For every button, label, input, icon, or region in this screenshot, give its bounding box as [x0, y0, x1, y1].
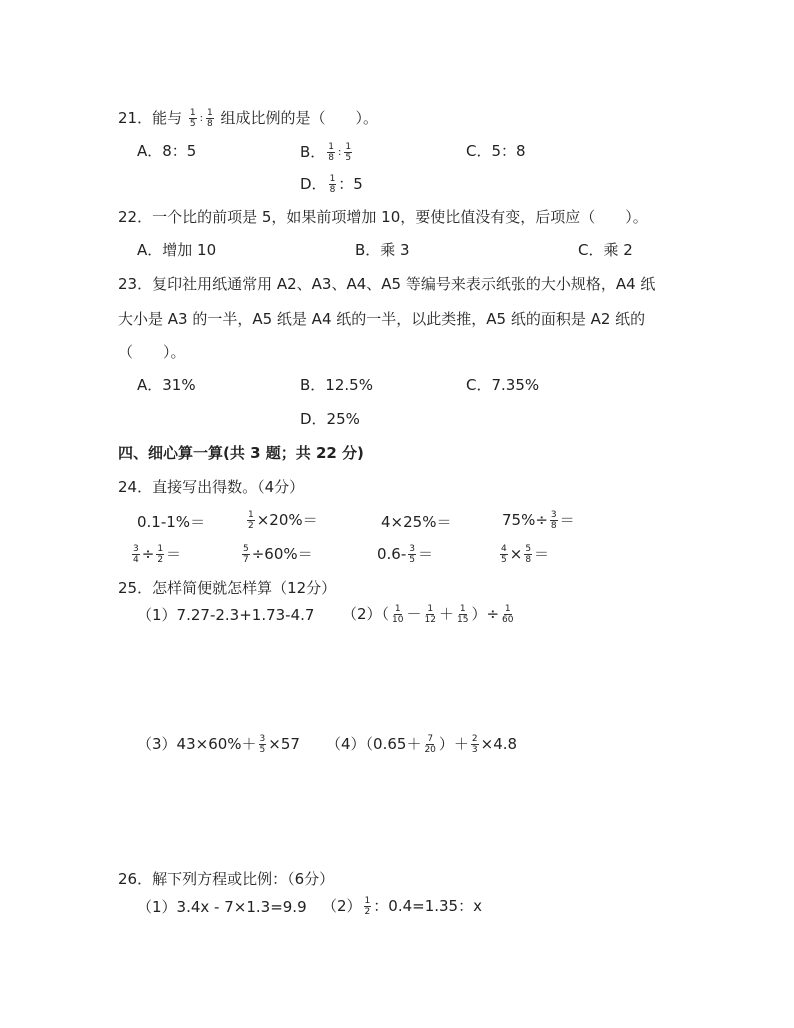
q21-ratio: $\frac{1}{5}$ : $\frac{1}{8}$ [189, 108, 213, 129]
q24-expr-6: $\frac{5}{7}$ ÷60%＝ [243, 544, 313, 565]
q23-line-3: （ ）。 [118, 343, 186, 361]
q24-expr-8: $\frac{4}{5}$ × $\frac{5}{8}$ ＝ [501, 544, 550, 565]
q22-option-b: B．乘 3 [355, 241, 410, 259]
q21-prefix: 21．能与 [118, 109, 183, 127]
q25-problem-3: （3）43×60%＋ $\frac{3}{5}$ ×57 [137, 734, 300, 755]
q26-title: 26．解下列方程或比例：（6分） [118, 870, 335, 888]
q24-expr-5: $\frac{3}{4}$ ÷ $\frac{1}{2}$ ＝ [133, 544, 182, 565]
q21-fraction-a: $\frac{1}{5}$ [189, 108, 196, 129]
q21-option-b: B． $\frac{1}{8}$ : $\frac{1}{5}$ [300, 142, 352, 163]
q22-option-c: C．乘 2 [578, 241, 633, 259]
q23-option-a: A．31% [137, 376, 196, 394]
q21-stem [118, 108, 378, 129]
q23-option-c: C．7.35% [466, 376, 540, 394]
q25-title: 25．怎样简便就怎样算（12分） [118, 579, 337, 597]
q23-line-1: 23．复印社用纸通常用 A2、A3、A4、A5 等编号来表示纸张的大小规格，A4 纸 [118, 275, 656, 293]
q25-problem-2: （2）（ $\frac{1}{10}$ － $\frac{1}{12}$ ＋ $\frac{1}{15}$ ）÷ $\frac{1}{60}$ [342, 604, 514, 625]
q25-problem-4: （4）（0.65＋ $\frac{7}{20}$ ）＋ $\frac{2}{3}$ ×4.8 [326, 734, 518, 755]
q21-option-a: A．8：5 [137, 142, 197, 160]
q24-expr-7: 0.6- $\frac{3}{5}$ ＝ [377, 544, 434, 565]
q24-expr-3: 4×25%＝ [381, 513, 452, 531]
q22-stem: 22．一个比的前项是 5，如果前项增加 10，要使比值没有变，后项应（ ）。 [118, 208, 648, 226]
q23-line-2: 大小是 A3 的一半，A5 纸是 A4 纸的一半，以此类推，A5 纸的面积是 A2 纸的 [118, 310, 646, 328]
q21-suffix: 组成比例的是（ ）。 [220, 109, 379, 127]
q26-problem-2: （2） $\frac{1}{2}$ ：0.4=1.35：x [322, 896, 482, 917]
q24-title: 24．直接写出得数。（4分） [118, 478, 305, 496]
q21-option-c: C．5：8 [466, 142, 526, 160]
q25-problem-1: （1）7.27-2.3+1.73-4.7 [137, 606, 315, 624]
q26-problem-1: （1）3.4x - 7×1.3=9.9 [137, 898, 307, 916]
section-4-heading: 四、细心算一算(共 3 题；共 22 分) [118, 444, 364, 462]
q24-expr-1: 0.1-1%＝ [137, 513, 206, 531]
q23-option-d: D．25% [300, 410, 360, 428]
q21-option-d: D． $\frac{1}{8}$ ：5 [300, 174, 363, 195]
q24-expr-4: 75%÷ $\frac{3}{8}$ ＝ [502, 510, 575, 531]
q21-fraction-b: $\frac{1}{8}$ [206, 108, 213, 129]
q22-option-a: A．增加 10 [137, 241, 217, 259]
q23-option-b: B．12.5% [300, 376, 373, 394]
q24-expr-2: $\frac{1}{2}$ ×20%＝ [248, 510, 318, 531]
